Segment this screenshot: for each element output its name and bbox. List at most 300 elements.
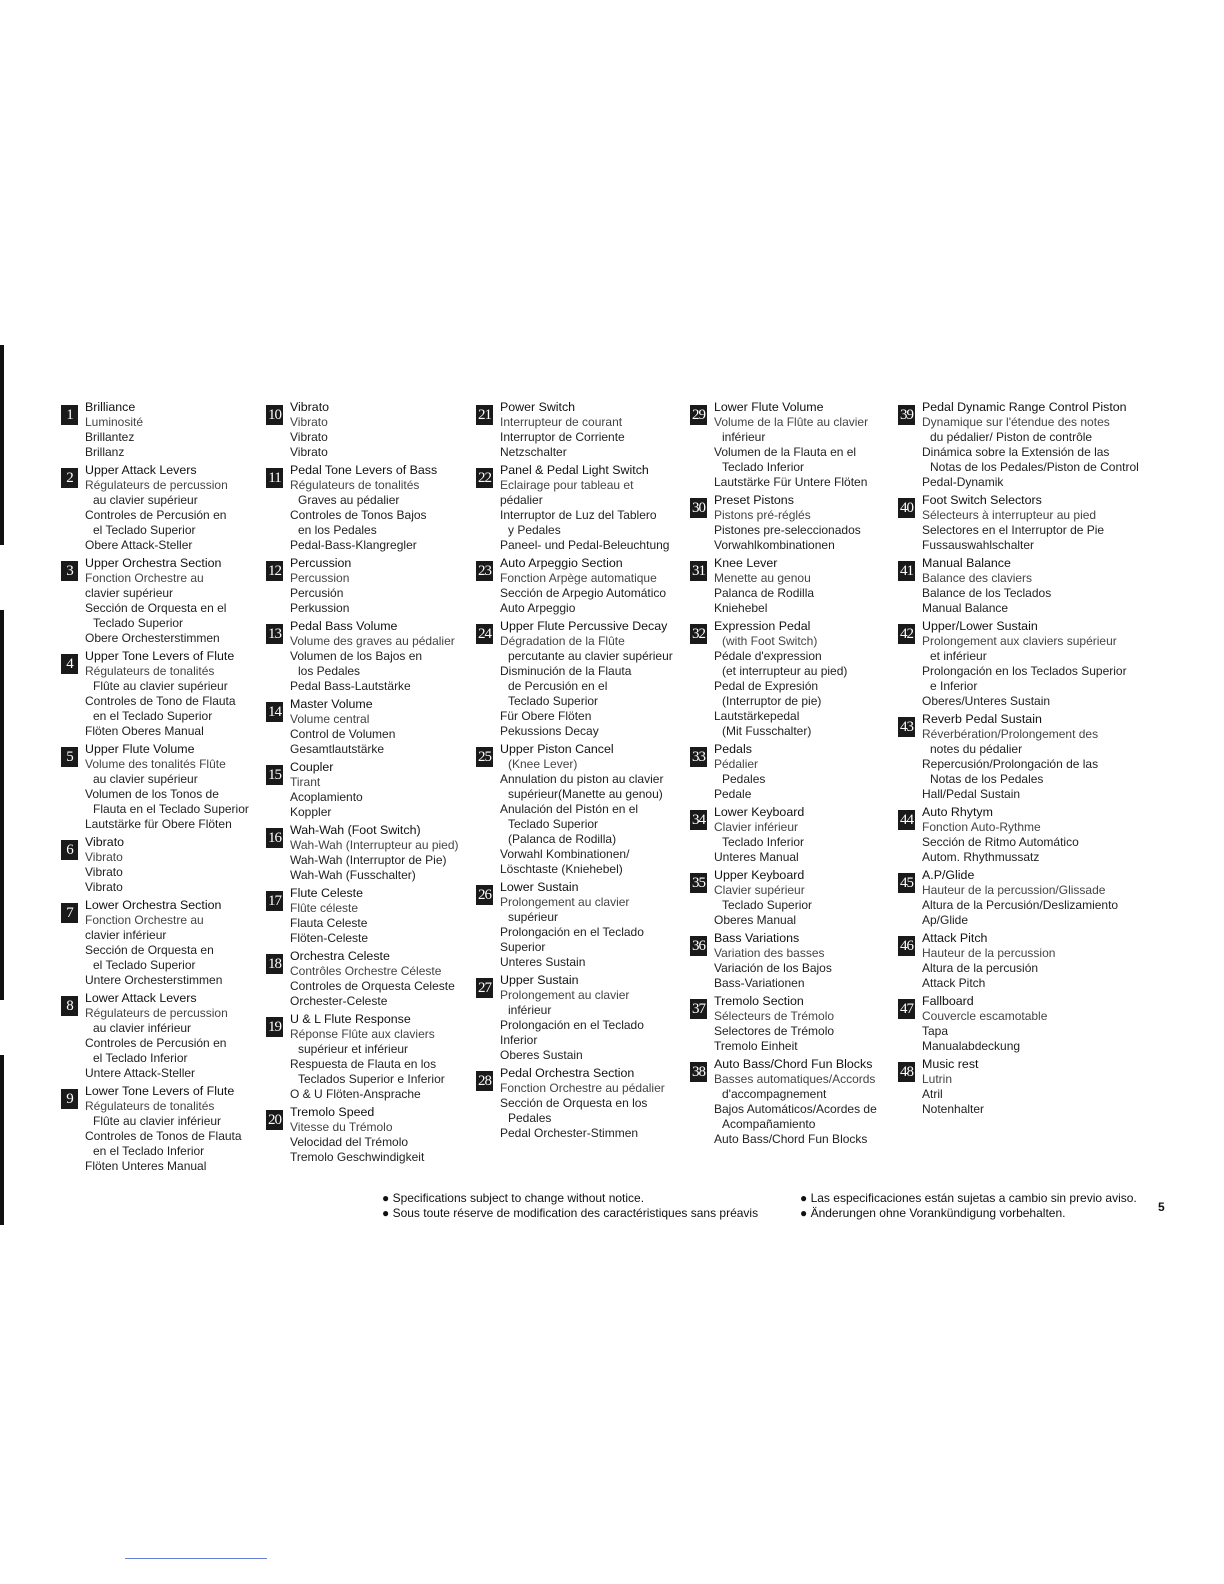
item-title: Lower Sustain <box>500 880 579 894</box>
item-translation: Pedal Bass-Lautstärke <box>290 679 411 693</box>
item-translation: Auto Bass/Chord Fun Blocks <box>714 1132 868 1146</box>
item-translation: Régulateurs de percussion <box>85 1006 228 1020</box>
legend-item <box>266 697 471 757</box>
item-translation: Unteres Manual <box>714 850 799 864</box>
item-translation: Untere Orchesterstimmen <box>85 973 223 987</box>
item-translation: Flûte au clavier inférieur <box>93 1114 222 1128</box>
item-translation: Variación de los Bajos <box>714 961 832 975</box>
page-number: 5 <box>1158 1200 1165 1214</box>
item-translation: Paneel- und Pedal-Beleuchtung <box>500 538 670 552</box>
column-1 <box>61 400 261 1177</box>
item-title: Vibrato <box>85 835 125 849</box>
item-translation: Orchester-Celeste <box>290 994 388 1008</box>
item-translation: notes du pédalier <box>930 742 1023 756</box>
item-translation: Teclado Superior <box>722 898 813 912</box>
item-title: Pedal Dynamic Range Control Piston <box>922 400 1127 414</box>
item-translation: au clavier inférieur <box>93 1021 192 1035</box>
item-translation: Prolongement au clavier <box>500 988 630 1002</box>
item-translation: Flöten Oberes Manual <box>85 724 204 738</box>
item-translation: Flauta en el Teclado Superior <box>93 802 249 816</box>
item-translation: Eclairage pour tableau et <box>500 478 634 492</box>
item-translation: Teclado Inferior <box>722 835 805 849</box>
item-translation: Sección de Ritmo Automático <box>922 835 1079 849</box>
item-translation: Luminosité <box>85 415 144 429</box>
item-translation: Palanca de Rodilla <box>714 586 815 600</box>
item-translation: Prolongement au clavier <box>500 895 630 909</box>
item-number-badge: 46 <box>900 938 913 954</box>
item-title: Coupler <box>290 760 334 774</box>
item-title: Knee Lever <box>714 556 778 570</box>
item-translation: Teclado Superior <box>93 616 184 630</box>
legend-item <box>61 898 261 988</box>
item-translation: Lautstärke Für Untere Flöten <box>714 475 868 489</box>
item-number-badge: 28 <box>478 1073 491 1089</box>
page-edge-bar-bottom <box>0 1055 4 1225</box>
item-translation: Volume des graves au pédalier <box>290 634 455 648</box>
item-translation: Lautstärke für Obere Flöten <box>85 817 232 831</box>
item-translation: Régulateurs de tonalités <box>85 1099 215 1113</box>
legend-item <box>690 556 896 616</box>
legend-item <box>61 556 261 646</box>
item-translation: Fonction Orchestre au pédalier <box>500 1081 665 1095</box>
item-title: Upper Orchestra Section <box>85 556 222 570</box>
legend-item <box>690 931 896 991</box>
legend-item <box>61 835 261 895</box>
legend-item <box>898 556 1163 616</box>
item-translation: Volume central <box>290 712 370 726</box>
legend-item <box>690 1057 896 1147</box>
item-number-badge: 20 <box>268 1112 281 1128</box>
item-translation: Kniehebel <box>714 601 768 615</box>
column-4 <box>690 400 896 1150</box>
item-number-badge: 40 <box>900 500 913 516</box>
item-translation: Auto Arpeggio <box>500 601 576 615</box>
item-translation: Fussauswahlschalter <box>922 538 1035 552</box>
item-title: Bass Variations <box>714 931 800 945</box>
item-translation: en el Teclado Superior <box>93 709 213 723</box>
item-number-badge: 34 <box>692 812 705 828</box>
item-translation: Löschtaste (Kniehebel) <box>500 862 623 876</box>
item-translation: au clavier supérieur <box>93 493 198 507</box>
footer-note-fr: ● Sous toute réserve de modification des caractéristiques sans préavis <box>382 1206 759 1220</box>
item-translation: Prolongación en el Teclado <box>500 1018 644 1032</box>
item-translation: Pedale <box>714 787 752 801</box>
item-number-badge: 4 <box>61 654 78 674</box>
legend-item <box>898 400 1163 490</box>
item-title: Master Volume <box>290 697 373 711</box>
item-number-badge: 38 <box>692 1064 705 1080</box>
item-title: Vibrato <box>290 400 330 414</box>
item-translation: (Palanca de Rodilla) <box>508 832 617 846</box>
item-translation: O & U Flöten-Ansprache <box>290 1087 421 1101</box>
legend-item <box>61 400 261 460</box>
legend-item <box>266 1105 471 1165</box>
legend-item <box>61 1084 261 1174</box>
item-translation: Wah-Wah (Interrupteur au pied) <box>290 838 459 852</box>
item-translation: Altura de la percusión <box>922 961 1039 975</box>
item-number-badge: 31 <box>692 563 705 579</box>
item-title: Brilliance <box>85 400 136 414</box>
legend-item <box>898 712 1163 802</box>
item-translation: Pedal Orchester-Stimmen <box>500 1126 639 1140</box>
item-title: Fallboard <box>922 994 974 1008</box>
item-translation: Sección de Orquesta en los <box>500 1096 648 1110</box>
item-translation: Brillanz <box>85 445 125 459</box>
item-translation: Sección de Orquesta en <box>85 943 214 957</box>
item-translation: en los Pedales <box>298 523 377 537</box>
legend-item <box>476 1066 686 1141</box>
item-translation: Percussion <box>290 571 350 585</box>
item-translation: Sección de Arpegio Automático <box>500 586 667 600</box>
item-translation: Interruptor de Luz del Tablero <box>500 508 657 522</box>
item-translation: Flöten-Celeste <box>290 931 369 945</box>
item-number-badge: 36 <box>692 938 705 954</box>
item-title: Music rest <box>922 1057 979 1071</box>
item-translation: Brillantez <box>85 430 135 444</box>
legend-item <box>898 1057 1163 1117</box>
item-translation: Couvercle escamotable <box>922 1009 1048 1023</box>
item-translation: Fonction Orchestre au <box>85 571 204 585</box>
legend-item <box>898 931 1163 991</box>
item-translation: Flûte céleste <box>290 901 359 915</box>
item-number-badge: 7 <box>61 903 78 923</box>
item-translation: Inferior <box>500 1033 538 1047</box>
legend-item <box>61 742 261 832</box>
item-translation: clavier supérieur <box>85 586 174 600</box>
item-translation: Acoplamiento <box>290 790 363 804</box>
item-translation: Pistons pré-réglés <box>714 508 811 522</box>
item-title: A.P/Glide <box>922 868 975 882</box>
item-translation: Superior <box>500 940 546 954</box>
item-translation: Acompañamiento <box>722 1117 816 1131</box>
item-translation: Controles de Tonos de Flauta <box>85 1129 242 1143</box>
item-translation: Manualabdeckung <box>922 1039 1021 1053</box>
item-translation: Fonction Orchestre au <box>85 913 204 927</box>
item-number-badge: 33 <box>692 749 705 765</box>
item-translation: et inférieur <box>930 649 987 663</box>
item-number-badge: 2 <box>61 468 78 488</box>
legend-item <box>266 556 471 616</box>
item-number-badge: 47 <box>900 1001 913 1017</box>
legend-item <box>61 463 261 553</box>
footer-note-en: ● Specifications subject to change without notice. <box>382 1191 645 1205</box>
item-title: Pedal Tone Levers of Bass <box>290 463 438 477</box>
item-translation: d'accompagnement <box>722 1087 827 1101</box>
item-translation: Flöten Unteres Manual <box>85 1159 207 1173</box>
legend-item <box>476 556 686 616</box>
item-title: Upper Sustain <box>500 973 579 987</box>
legend-item <box>476 619 686 739</box>
item-translation: pédalier <box>500 493 543 507</box>
legend-item <box>898 619 1163 709</box>
item-translation: percutante au clavier supérieur <box>508 649 673 663</box>
legend-item <box>61 649 261 739</box>
item-translation: Pistones pre-seleccionados <box>714 523 861 537</box>
item-title: Auto Arpeggio Section <box>500 556 623 570</box>
item-translation: (with Foot Switch) <box>722 634 818 648</box>
item-translation: Teclado Inferior <box>722 460 805 474</box>
item-translation: (Knee Lever) <box>508 757 578 771</box>
item-translation: Prolongación en los Teclados Superior <box>922 664 1127 678</box>
item-title: Auto Rhytym <box>922 805 993 819</box>
item-translation: inférieur <box>722 430 766 444</box>
item-translation: Réponse Flûte aux claviers <box>290 1027 435 1041</box>
item-number-badge: 3 <box>61 561 78 581</box>
legend-item <box>690 493 896 553</box>
item-translation: Prolongement aux claviers supérieur <box>922 634 1117 648</box>
item-translation: Hauteur de la percussion/Glissade <box>922 883 1106 897</box>
item-title: Wah-Wah (Foot Switch) <box>290 823 421 837</box>
item-translation: Pédalier <box>714 757 759 771</box>
item-number-badge: 37 <box>692 1001 705 1017</box>
item-translation: Ap/Glide <box>922 913 969 927</box>
item-translation: Dégradation de la Flûte <box>500 634 625 648</box>
legend-item <box>266 886 471 946</box>
item-title: Expression Pedal <box>714 619 811 633</box>
item-translation: Sélecteurs à interrupteur au pied <box>922 508 1097 522</box>
legend-item <box>898 868 1163 928</box>
item-number-badge: 1 <box>61 405 78 425</box>
page-edge-bar-mid <box>0 610 4 1000</box>
legend-item <box>476 400 686 460</box>
item-translation: Respuesta de Flauta en los <box>290 1057 437 1071</box>
item-translation: el Teclado Superior <box>93 523 196 537</box>
item-number-badge: 26 <box>478 887 491 903</box>
item-number-badge: 12 <box>268 563 281 579</box>
item-number-badge: 17 <box>268 893 281 909</box>
item-title: Upper Flute Percussive Decay <box>500 619 668 633</box>
item-title: Flute Celeste <box>290 886 364 900</box>
item-translation: (Mit Fusschalter) <box>722 724 812 738</box>
item-translation: Fonction Arpège automatique <box>500 571 657 585</box>
item-translation: Autom. Rhythmussatz <box>922 850 1040 864</box>
item-translation: supérieur et inférieur <box>298 1042 409 1056</box>
item-number-badge: 19 <box>268 1019 281 1035</box>
item-translation: Altura de la Percusión/Deslizamiento <box>922 898 1119 912</box>
legend-item <box>690 805 896 865</box>
item-title: Upper Attack Levers <box>85 463 197 477</box>
item-translation: du pédalier/ Piston de contrôle <box>930 430 1093 444</box>
item-number-badge: 8 <box>61 996 78 1016</box>
link-underline <box>125 1558 267 1559</box>
item-translation: Balance des claviers <box>922 571 1033 585</box>
item-translation: Pedal-Dynamik <box>922 475 1004 489</box>
legend-item <box>476 463 686 553</box>
item-translation: (et interrupteur au pied) <box>722 664 848 678</box>
item-translation: Koppler <box>290 805 332 819</box>
item-title: Lower Tone Levers of Flute <box>85 1084 235 1098</box>
legend-item <box>690 994 896 1054</box>
item-title: Power Switch <box>500 400 576 414</box>
item-translation: Teclado Superior <box>508 817 599 831</box>
item-title: Lower Flute Volume <box>714 400 824 414</box>
item-number-badge: 44 <box>900 812 913 828</box>
item-translation: inférieur <box>508 1003 552 1017</box>
item-translation: Tirant <box>290 775 321 789</box>
item-translation: Controles de Orquesta Celeste <box>290 979 455 993</box>
item-translation: Bajos Automáticos/Acordes de <box>714 1102 877 1116</box>
item-translation: Interrupteur de courant <box>500 415 623 429</box>
item-translation: Selectores de Trémolo <box>714 1024 835 1038</box>
item-translation: Vibrato <box>290 430 328 444</box>
item-translation: Régulateurs de percussion <box>85 478 228 492</box>
item-number-badge: 11 <box>266 468 283 488</box>
item-translation: Fonction Auto-Rythme <box>922 820 1041 834</box>
item-title: Lower Attack Levers <box>85 991 197 1005</box>
item-translation: Vibrato <box>290 445 328 459</box>
item-translation: Volumen de la Flauta en el <box>714 445 857 459</box>
item-translation: los Pedales <box>298 664 361 678</box>
item-title: Percussion <box>290 556 352 570</box>
column-2 <box>266 400 471 1168</box>
item-translation: clavier inférieur <box>85 928 167 942</box>
item-number-badge: 48 <box>900 1064 913 1080</box>
item-number-badge: 5 <box>61 747 78 767</box>
item-translation: Oberes Sustain <box>500 1048 583 1062</box>
item-number-badge: 25 <box>478 749 491 765</box>
item-title: Upper Keyboard <box>714 868 805 882</box>
column-5 <box>898 400 1163 1120</box>
item-title: Foot Switch Selectors <box>922 493 1042 507</box>
item-title: Tremolo Section <box>714 994 804 1008</box>
item-translation: Controles de Tonos Bajos <box>290 508 427 522</box>
item-translation: el Teclado Superior <box>93 958 196 972</box>
legend-item <box>266 823 471 883</box>
item-translation: Tapa <box>922 1024 949 1038</box>
item-translation: Graves au pédalier <box>298 493 400 507</box>
item-translation: Notas de los Pedales <box>930 772 1044 786</box>
item-translation: Velocidad del Trémolo <box>290 1135 409 1149</box>
item-translation: Untere Attack-Steller <box>85 1066 196 1080</box>
item-title: Upper Piston Cancel <box>500 742 614 756</box>
legend-item <box>266 760 471 820</box>
item-translation: Volumen de los Bajos en <box>290 649 423 663</box>
item-translation: Menette au genou <box>714 571 811 585</box>
item-number-badge: 24 <box>478 626 491 642</box>
item-number-badge: 32 <box>692 626 705 642</box>
item-number-badge: 23 <box>478 563 491 579</box>
item-translation: Dynamique sur l'étendue des notes <box>922 415 1110 429</box>
legend-item <box>476 880 686 970</box>
item-translation: Gesamtlautstärke <box>290 742 385 756</box>
item-translation: Perkussion <box>290 601 350 615</box>
item-title: Auto Bass/Chord Fun Blocks <box>714 1057 873 1071</box>
legend-item <box>266 949 471 1009</box>
item-number-badge: 45 <box>900 875 913 891</box>
item-translation: Obere Orchesterstimmen <box>85 631 220 645</box>
item-translation: Controles de Percusión en <box>85 508 227 522</box>
item-translation: Vitesse du Trémolo <box>290 1120 393 1134</box>
item-translation: Vibrato <box>85 880 123 894</box>
item-translation: Unteres Sustain <box>500 955 586 969</box>
item-translation: Wah-Wah (Interruptor de Pie) <box>290 853 447 867</box>
legend-item <box>476 973 686 1063</box>
item-translation: Notenhalter <box>922 1102 985 1116</box>
item-translation: Disminución de la Flauta <box>500 664 632 678</box>
item-title: Preset Pistons <box>714 493 794 507</box>
legend-item <box>898 994 1163 1054</box>
item-translation: Teclados Superior e Inferior <box>298 1072 445 1086</box>
item-translation: supérieur <box>508 910 559 924</box>
item-number-badge: 30 <box>692 500 705 516</box>
item-translation: e Inferior <box>930 679 978 693</box>
item-translation: Pedal-Bass-Klangregler <box>290 538 417 552</box>
item-number-badge: 9 <box>61 1089 78 1109</box>
item-number-badge: 18 <box>268 956 281 972</box>
item-number-badge: 42 <box>900 626 913 642</box>
item-translation: Bass-Variationen <box>714 976 805 990</box>
item-translation: de Percusión en el <box>508 679 608 693</box>
item-title: Orchestra Celeste <box>290 949 390 963</box>
legend-item <box>898 493 1163 553</box>
item-translation: Percusión <box>290 586 344 600</box>
legend-item <box>266 1012 471 1102</box>
column-3 <box>476 400 686 1144</box>
item-translation: Dinámica sobre la Extensión de las <box>922 445 1110 459</box>
item-translation: Contrôles Orchestre Céleste <box>290 964 442 978</box>
item-title: Lower Keyboard <box>714 805 805 819</box>
item-translation: Für Obere Flöten <box>500 709 592 723</box>
item-number-badge: 29 <box>692 407 705 423</box>
item-translation: Pedales <box>508 1111 552 1125</box>
item-translation: supérieur(Manette au genou) <box>508 787 663 801</box>
item-number-badge: 15 <box>268 767 281 783</box>
legend-item <box>690 400 896 490</box>
item-translation: y Pedales <box>508 523 561 537</box>
item-number-badge: 43 <box>900 719 913 735</box>
item-translation: Oberes Manual <box>714 913 797 927</box>
item-translation: Hauteur de la percussion <box>922 946 1056 960</box>
item-translation: Basses automatiques/Accords <box>714 1072 876 1086</box>
legend-item <box>690 868 896 928</box>
item-title: Attack Pitch <box>922 931 988 945</box>
item-translation: Vibrato <box>85 850 123 864</box>
item-translation: Oberes/Unteres Sustain <box>922 694 1051 708</box>
item-translation: Réverbération/Prolongement des <box>922 727 1099 741</box>
item-translation: Flûte au clavier supérieur <box>93 679 228 693</box>
item-number-badge: 13 <box>268 626 281 642</box>
footer-note-de: ● Änderungen ohne Vorankündigung vorbehalten. <box>800 1206 1066 1220</box>
item-translation: Régulateurs de tonalités <box>290 478 420 492</box>
item-translation: Anulación del Pistón en el <box>500 802 639 816</box>
item-translation: Control de Volumen <box>290 727 396 741</box>
item-number-badge: 10 <box>268 407 281 423</box>
item-number-badge: 14 <box>268 704 281 720</box>
item-title: Pedals <box>714 742 752 756</box>
item-translation: Lautstärkepedal <box>714 709 800 723</box>
item-translation: el Teclado Inferior <box>93 1051 188 1065</box>
item-translation: Volume des tonalités Flûte <box>85 757 226 771</box>
item-translation: Netzschalter <box>500 445 567 459</box>
legend-item <box>690 619 896 739</box>
item-translation: Sección de Orquesta en el <box>85 601 227 615</box>
item-title: Lower Orchestra Section <box>85 898 222 912</box>
item-translation: Variation des basses <box>714 946 825 960</box>
item-translation: Balance de los Teclados <box>922 586 1052 600</box>
item-title: Upper/Lower Sustain <box>922 619 1038 633</box>
legend-item <box>476 742 686 877</box>
item-translation: Flauta Celeste <box>290 916 368 930</box>
item-number-badge: 39 <box>900 407 913 423</box>
item-title: Upper Tone Levers of Flute <box>85 649 235 663</box>
legend-item <box>266 463 471 553</box>
item-translation: Manual Balance <box>922 601 1009 615</box>
item-translation: en el Teclado Inferior <box>93 1144 205 1158</box>
footer-note-es: ● Las especificaciones están sujetas a cambio sin previo aviso. <box>800 1191 1137 1205</box>
legend-item <box>898 805 1163 865</box>
item-number-badge: 16 <box>268 830 281 846</box>
item-translation: Vibrato <box>290 415 328 429</box>
